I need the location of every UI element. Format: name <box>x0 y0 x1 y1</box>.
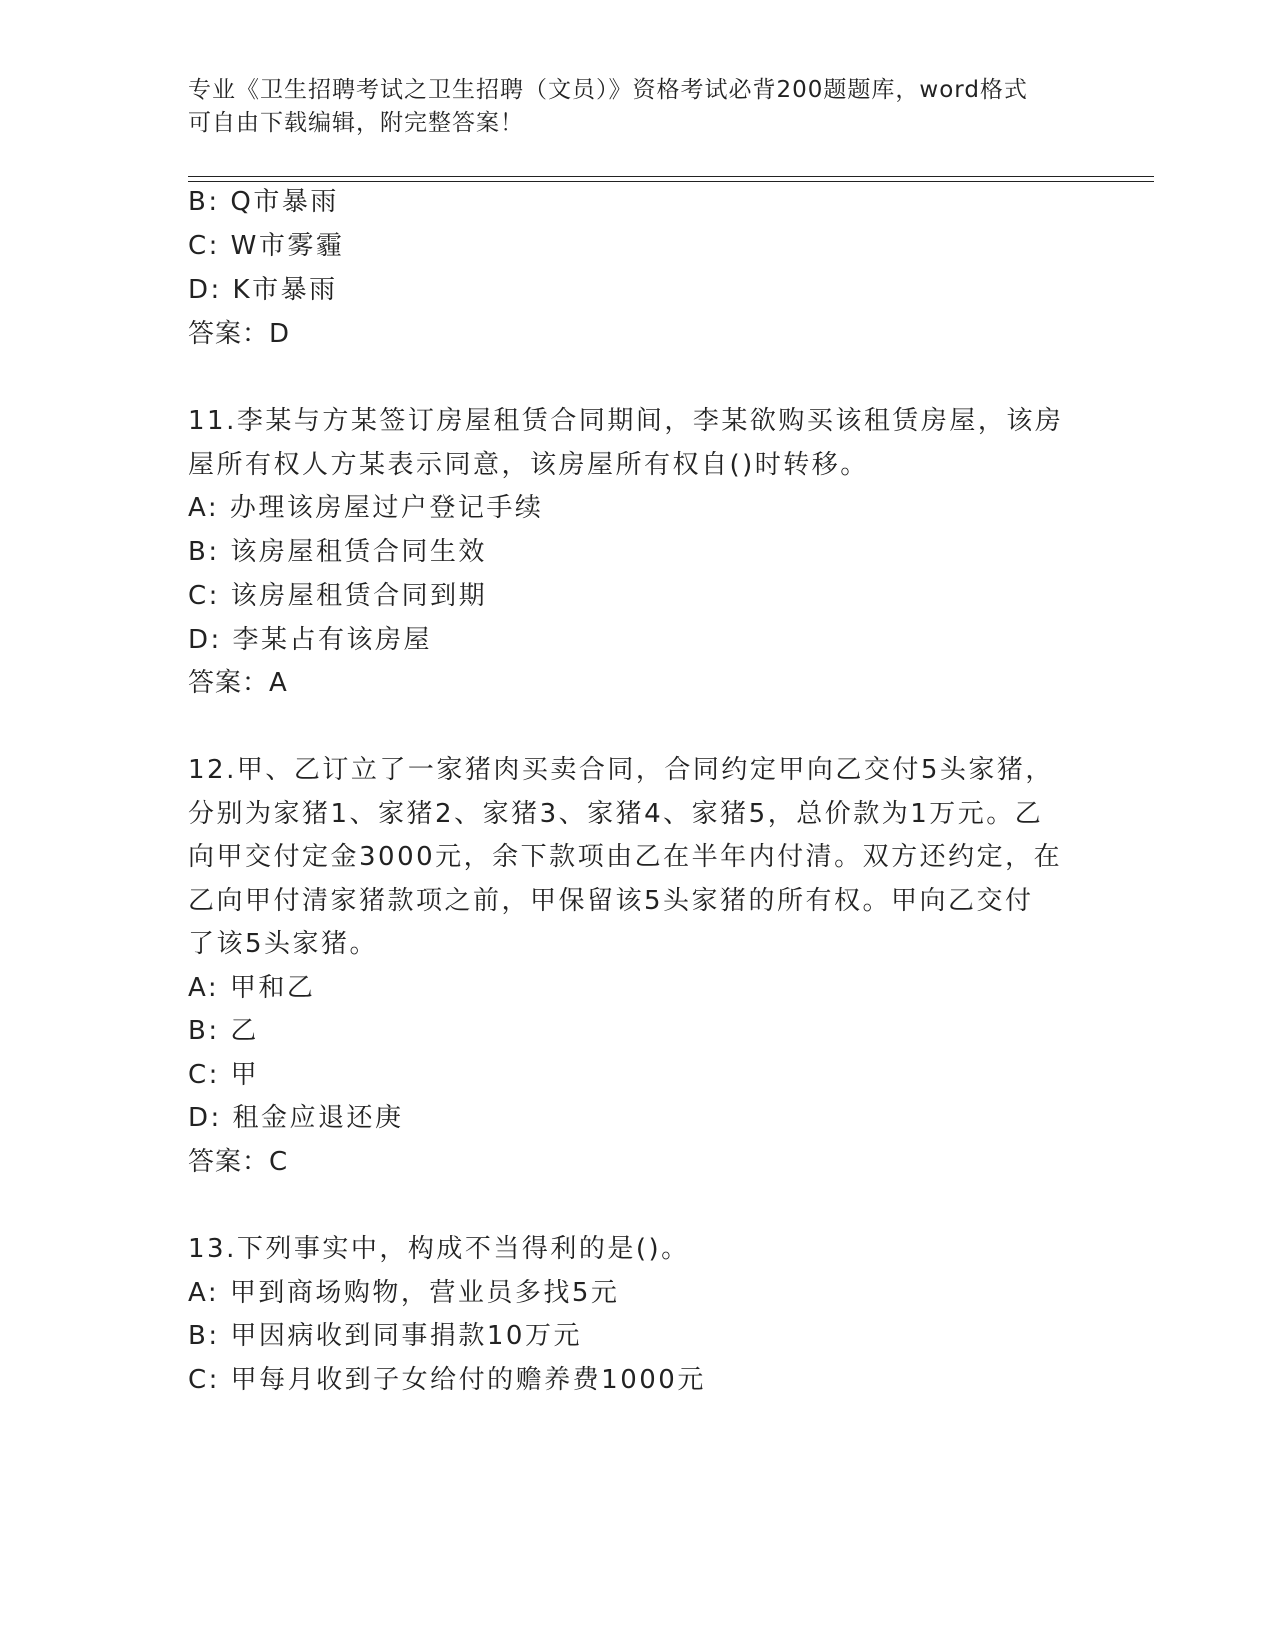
question-stem: 12.甲、乙订立了一家猪肉买卖合同，合同约定甲向乙交付5头家猪， <box>188 755 1054 785</box>
option-b: B: 甲因病收到同事捐款10万元 <box>188 1321 582 1351</box>
answer: 答案：D <box>188 319 291 349</box>
question-stem: 乙向甲付清家猪款项之前，甲保留该5头家猪的所有权。甲向乙交付 <box>188 886 1034 916</box>
option-d: D: 租金应退还庚 <box>188 1103 404 1133</box>
question-stem: 11.李某与方某签订房屋租赁合同期间，李某欲购买该租赁房屋，该房 <box>188 406 1064 436</box>
option-b: B: Q市暴雨 <box>188 187 339 217</box>
question-stem: 分别为家猪1、家猪2、家猪3、家猪4、家猪5，总价款为1万元。乙 <box>188 799 1044 829</box>
option-b: B: 乙 <box>188 1016 259 1046</box>
option-d: D: K市暴雨 <box>188 275 338 305</box>
document-header <box>188 74 1088 140</box>
question-stem: 屋所有权人方某表示同意，该房屋所有权自()时转移。 <box>188 450 869 480</box>
header-line-1: 专业《卫生招聘考试之卫生招聘（文员）》资格考试必背200题题库，word格式 <box>188 77 1028 103</box>
option-a: A: 甲到商场购物，营业员多找5元 <box>188 1278 620 1308</box>
option-b: B: 该房屋租赁合同生效 <box>188 537 487 567</box>
option-a: A: 甲和乙 <box>188 973 316 1003</box>
header-divider-bottom <box>188 181 1154 182</box>
answer: 答案：A <box>188 668 288 698</box>
option-c: C: 该房屋租赁合同到期 <box>188 581 488 611</box>
option-d: D: 李某占有该房屋 <box>188 625 433 655</box>
question-stem: 向甲交付定金3000元，余下款项由乙在半年内付清。双方还约定，在 <box>188 842 1063 872</box>
option-a: A: 办理该房屋过户登记手续 <box>188 493 544 523</box>
question-stem: 了该5头家猪。 <box>188 929 379 959</box>
header-divider-top <box>188 176 1154 177</box>
option-c: C: W市雾霾 <box>188 231 345 261</box>
question-stem: 13.下列事实中，构成不当得利的是()。 <box>188 1234 690 1264</box>
header-line-2: 可自由下载编辑，附完整答案！ <box>188 110 524 136</box>
option-c: C: 甲 <box>188 1060 260 1090</box>
option-c: C: 甲每月收到子女给付的赡养费1000元 <box>188 1365 706 1395</box>
answer: 答案：C <box>188 1147 289 1177</box>
